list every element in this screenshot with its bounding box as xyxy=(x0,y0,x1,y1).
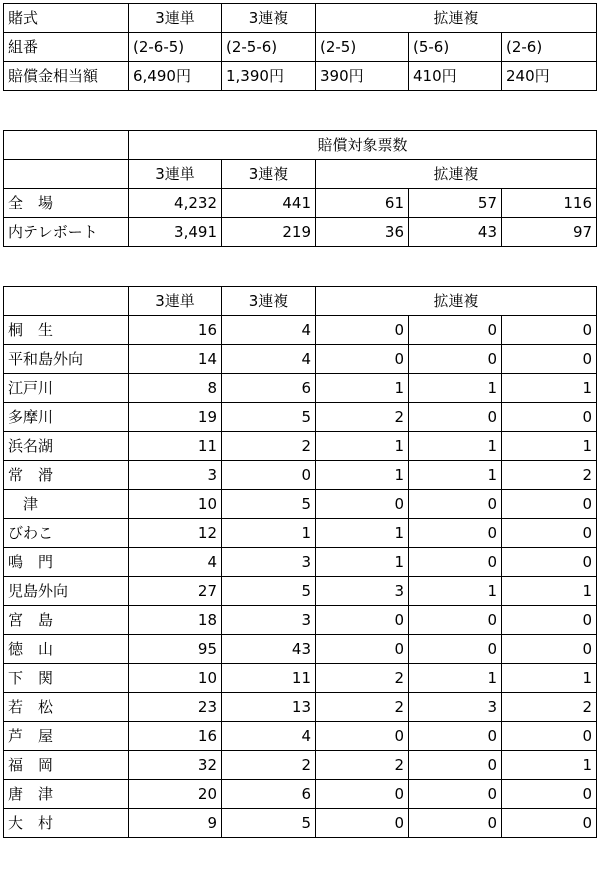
count-cell: 36 xyxy=(316,218,409,247)
trifecta-header: 3連単 xyxy=(129,287,222,316)
count-cell: 0 xyxy=(316,490,409,519)
count-cell: 1 xyxy=(409,664,502,693)
venue-name: 江戸川 xyxy=(4,374,129,403)
venue-row xyxy=(4,809,597,838)
count-cell: 0 xyxy=(409,316,502,345)
amount-cell: 6,490円 xyxy=(129,62,222,91)
count-cell: 18 xyxy=(129,606,222,635)
venue-row xyxy=(4,374,597,403)
count-cell: 0 xyxy=(409,345,502,374)
trio-header: 3連複 xyxy=(222,287,316,316)
payout-table xyxy=(3,3,597,91)
quinella-place-header: 拡連複 xyxy=(316,160,597,189)
summary-title: 賠償対象票数 xyxy=(129,131,597,160)
count-cell: 43 xyxy=(222,635,316,664)
count-cell: 11 xyxy=(129,432,222,461)
count-cell: 4 xyxy=(222,316,316,345)
count-cell: 14 xyxy=(129,345,222,374)
venue-name: 津 xyxy=(4,490,129,519)
amount-cell: 1,390円 xyxy=(222,62,316,91)
amount-label: 賠償金相当額 xyxy=(4,62,129,91)
count-cell: 3 xyxy=(409,693,502,722)
count-cell: 1 xyxy=(316,519,409,548)
count-cell: 2 xyxy=(316,751,409,780)
trifecta-header: 3連単 xyxy=(129,160,222,189)
venue-row xyxy=(4,432,597,461)
count-cell: 5 xyxy=(222,403,316,432)
count-cell: 57 xyxy=(409,189,502,218)
summary-row xyxy=(4,218,597,247)
count-cell: 16 xyxy=(129,316,222,345)
count-cell: 3 xyxy=(316,577,409,606)
count-cell: 0 xyxy=(316,316,409,345)
count-cell: 0 xyxy=(409,519,502,548)
summary-row-label: 内テレボート xyxy=(4,218,129,247)
count-cell: 4 xyxy=(129,548,222,577)
count-cell: 95 xyxy=(129,635,222,664)
combo-cell: (2-6-5) xyxy=(129,33,222,62)
count-cell: 1 xyxy=(502,374,597,403)
count-cell: 2 xyxy=(316,664,409,693)
summary-title-row xyxy=(4,131,597,160)
count-cell: 43 xyxy=(409,218,502,247)
count-cell: 13 xyxy=(222,693,316,722)
count-cell: 10 xyxy=(129,664,222,693)
count-cell: 0 xyxy=(409,780,502,809)
count-cell: 1 xyxy=(409,432,502,461)
venue-row xyxy=(4,577,597,606)
venue-row xyxy=(4,345,597,374)
count-cell: 0 xyxy=(502,519,597,548)
venue-name: びわこ xyxy=(4,519,129,548)
trio-header: 3連複 xyxy=(222,4,316,33)
count-cell: 0 xyxy=(409,606,502,635)
venue-row xyxy=(4,490,597,519)
venue-name: 福 岡 xyxy=(4,751,129,780)
count-cell: 6 xyxy=(222,780,316,809)
ticket-summary-table xyxy=(3,130,597,247)
venue-name: 平和島外向 xyxy=(4,345,129,374)
venue-row xyxy=(4,519,597,548)
count-cell: 1 xyxy=(316,461,409,490)
venue-row xyxy=(4,461,597,490)
bet-type-header: 賭式 xyxy=(4,4,129,33)
venue-table xyxy=(3,286,597,838)
count-cell: 0 xyxy=(409,548,502,577)
venue-name: 常 滑 xyxy=(4,461,129,490)
count-cell: 0 xyxy=(222,461,316,490)
count-cell: 0 xyxy=(502,722,597,751)
venue-name: 芦 屋 xyxy=(4,722,129,751)
count-cell: 3 xyxy=(222,606,316,635)
count-cell: 12 xyxy=(129,519,222,548)
count-cell: 0 xyxy=(316,345,409,374)
count-cell: 0 xyxy=(502,606,597,635)
summary-corner-cell xyxy=(4,131,129,160)
count-cell: 0 xyxy=(409,722,502,751)
count-cell: 2 xyxy=(502,693,597,722)
count-cell: 0 xyxy=(316,635,409,664)
count-cell: 1 xyxy=(409,577,502,606)
venue-name: 宮 島 xyxy=(4,606,129,635)
amount-cell: 410円 xyxy=(409,62,502,91)
count-cell: 1 xyxy=(316,432,409,461)
count-cell: 11 xyxy=(222,664,316,693)
count-cell: 1 xyxy=(316,548,409,577)
count-cell: 0 xyxy=(409,403,502,432)
count-cell: 0 xyxy=(409,635,502,664)
count-cell: 1 xyxy=(502,577,597,606)
amount-row xyxy=(4,62,597,91)
count-cell: 4,232 xyxy=(129,189,222,218)
count-cell: 0 xyxy=(409,809,502,838)
combo-cell: (5-6) xyxy=(409,33,502,62)
amount-cell: 390円 xyxy=(316,62,409,91)
amount-cell: 240円 xyxy=(502,62,597,91)
count-cell: 0 xyxy=(316,606,409,635)
venue-row xyxy=(4,722,597,751)
venue-corner-cell xyxy=(4,287,129,316)
summary-corner-cell xyxy=(4,160,129,189)
quinella-place-header: 拡連複 xyxy=(316,4,597,33)
count-cell: 2 xyxy=(222,432,316,461)
venue-row xyxy=(4,693,597,722)
venue-row xyxy=(4,316,597,345)
venue-name: 児島外向 xyxy=(4,577,129,606)
count-cell: 8 xyxy=(129,374,222,403)
count-cell: 32 xyxy=(129,751,222,780)
count-cell: 19 xyxy=(129,403,222,432)
count-cell: 0 xyxy=(409,751,502,780)
venue-name: 下 関 xyxy=(4,664,129,693)
count-cell: 441 xyxy=(222,189,316,218)
count-cell: 0 xyxy=(502,635,597,664)
count-cell: 5 xyxy=(222,490,316,519)
count-cell: 0 xyxy=(316,809,409,838)
payout-header-row xyxy=(4,4,597,33)
count-cell: 0 xyxy=(502,548,597,577)
count-cell: 0 xyxy=(502,345,597,374)
venue-name: 大 村 xyxy=(4,809,129,838)
count-cell: 4 xyxy=(222,722,316,751)
count-cell: 5 xyxy=(222,809,316,838)
venue-name: 多摩川 xyxy=(4,403,129,432)
count-cell: 1 xyxy=(316,374,409,403)
venue-row xyxy=(4,635,597,664)
count-cell: 1 xyxy=(502,664,597,693)
count-cell: 0 xyxy=(316,722,409,751)
combo-row xyxy=(4,33,597,62)
count-cell: 0 xyxy=(502,809,597,838)
count-cell: 97 xyxy=(502,218,597,247)
count-cell: 116 xyxy=(502,189,597,218)
count-cell: 10 xyxy=(129,490,222,519)
trifecta-header: 3連単 xyxy=(129,4,222,33)
venue-row xyxy=(4,403,597,432)
count-cell: 0 xyxy=(502,316,597,345)
count-cell: 3 xyxy=(129,461,222,490)
count-cell: 1 xyxy=(222,519,316,548)
trio-header: 3連複 xyxy=(222,160,316,189)
count-cell: 1 xyxy=(409,374,502,403)
venue-row xyxy=(4,780,597,809)
venue-row xyxy=(4,751,597,780)
venue-name: 鳴 門 xyxy=(4,548,129,577)
count-cell: 16 xyxy=(129,722,222,751)
count-cell: 3,491 xyxy=(129,218,222,247)
venue-name: 浜名湖 xyxy=(4,432,129,461)
combo-label: 組番 xyxy=(4,33,129,62)
venue-name: 徳 山 xyxy=(4,635,129,664)
count-cell: 1 xyxy=(502,751,597,780)
venue-header-row xyxy=(4,287,597,316)
count-cell: 27 xyxy=(129,577,222,606)
count-cell: 6 xyxy=(222,374,316,403)
venue-name: 唐 津 xyxy=(4,780,129,809)
count-cell: 3 xyxy=(222,548,316,577)
count-cell: 0 xyxy=(316,780,409,809)
count-cell: 2 xyxy=(316,693,409,722)
count-cell: 1 xyxy=(409,461,502,490)
count-cell: 0 xyxy=(409,490,502,519)
summary-header-row xyxy=(4,160,597,189)
combo-cell: (2-5) xyxy=(316,33,409,62)
count-cell: 0 xyxy=(502,780,597,809)
count-cell: 2 xyxy=(222,751,316,780)
count-cell: 20 xyxy=(129,780,222,809)
combo-cell: (2-6) xyxy=(502,33,597,62)
count-cell: 5 xyxy=(222,577,316,606)
count-cell: 4 xyxy=(222,345,316,374)
venue-name: 若 松 xyxy=(4,693,129,722)
quinella-place-header: 拡連複 xyxy=(316,287,597,316)
combo-cell: (2-5-6) xyxy=(222,33,316,62)
count-cell: 1 xyxy=(502,432,597,461)
count-cell: 61 xyxy=(316,189,409,218)
summary-row xyxy=(4,189,597,218)
venue-row xyxy=(4,606,597,635)
venue-name: 桐 生 xyxy=(4,316,129,345)
venue-row xyxy=(4,664,597,693)
count-cell: 0 xyxy=(502,490,597,519)
count-cell: 23 xyxy=(129,693,222,722)
count-cell: 2 xyxy=(316,403,409,432)
count-cell: 0 xyxy=(502,403,597,432)
summary-row-label: 全 場 xyxy=(4,189,129,218)
count-cell: 2 xyxy=(502,461,597,490)
count-cell: 219 xyxy=(222,218,316,247)
venue-row xyxy=(4,548,597,577)
count-cell: 9 xyxy=(129,809,222,838)
